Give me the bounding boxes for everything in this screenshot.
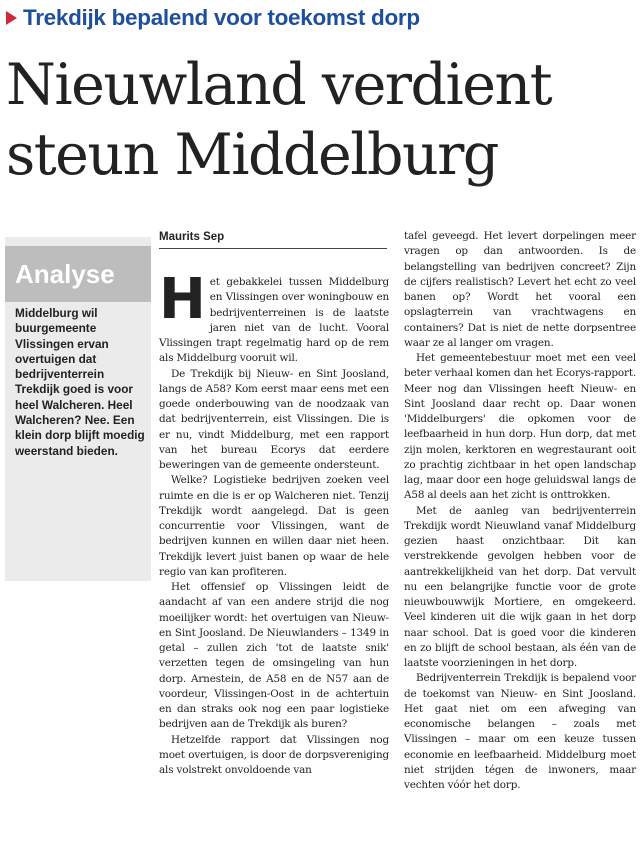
triangle-marker-icon	[6, 11, 17, 25]
kicker-line	[6, 3, 636, 33]
headline: Nieuwland verdient steun Middelburg	[6, 52, 552, 188]
byline: Maurits Sep	[159, 229, 387, 249]
analysis-sidebar	[5, 237, 151, 581]
intro-text: Middelburg wil buurgemeente Vlissingen ervan overtuigen dat bedrijventerrein Trekdijk goed is voor heel Walcheren. Heel Walcheren? Nee. Een klein dorp blijft moedig weerstand bieden.	[15, 306, 145, 458]
article-column-1	[159, 267, 389, 778]
kicker: Trekdijk bepalend voor toekomst dorp	[23, 5, 420, 30]
paragraph: Met de aanleg van bedrijventerrein Trekdijk wordt Nieuwland vanaf Middelburg gezien haast onzichtbaar. Dit kan verstrekkende gevolgen hebben voor de aantrekkelijkheid van het dorp. Dat vervult nu een belangrijke functie voor de grote nieuwbouwwijk Mortiere, en omgekeerd. Veel kinderen uit die wijk gaan in het dorp naar school. Dat is goed voor die kinderen en zo blijft de school bestaan, als één van de laatste voorzieningen in het dorp.	[404, 504, 636, 669]
article-column-2	[404, 229, 636, 793]
paragraph: tafel geveegd. Het levert dorpelingen meer vragen op dan antwoorden. Is de belangstelling van bedrijven concreet? Zijn de cijfers realistisch? Levert het echt zo veel banen op? Wordt het vooral een opslagterrein van vrachtwagens en containers? Dat is niet de nette dorpsentree waar ze al langer om vragen.	[404, 230, 636, 349]
drop-cap: H	[159, 267, 206, 332]
paragraph: Bedrijventerrein Trekdijk is bepalend voor de toekomst van Nieuw- en Sint Joosland. Het gaat niet om een afweging van economische belangen – zoals met Vlissingen – maar om een keuze tussen economie en leefbaarheid. Middelburg moet niet strijden tégen de inwoners, maar vechten vóór het dorp.	[404, 672, 636, 791]
paragraph: De Trekdijk bij Nieuw- en Sint Joosland, langs de A58? Kom eerst maar eens met een goede onderbouwing van de noodzaak van dat bedrijventerrein, eist Vlissingen. Die is er nu, vindt Middelburg, met een rapport van het bureau Ecorys dat eerdere beweringen van de gemeente ondersteunt.	[159, 367, 389, 471]
paragraph: Het offensief op Vlissingen leidt de aandacht af van een andere strijd die nog moeilijker wordt: het overtuigen van Nieuw- en Sint Joosland. De Nieuwlanders – 1349 in getal – zullen zich 'tot de laatste snik' verzetten tegen de omsingeling van hun dorp. Arnestein, de A58 en de N57 aan de voordeur, Vlissingen-Oost in de achtertuin en dan straks ook nog een paar logistieke bedrijven aan de Trekdijk als buren?	[159, 581, 389, 731]
paragraph: Welke? Logistieke bedrijven zoeken veel ruimte en die is er op Walcheren niet. Tenzij Trekdijk wordt aangelegd. Dat is geen concurrentie voor Vlissingen, want de bedrijven kunnen en willen daar niet heen. Trekdijk levert juist banen op waar de hele regio van kan profiteren.	[159, 474, 389, 578]
paragraph: Het gemeentebestuur moet met een veel beter verhaal komen dan het Ecorys-rapport. Meer nog dan Vlissingen heeft Nieuw- en Sint Joosland daar recht op. Daar wonen 'Middelburgers' die opkomen voor de leefbaarheid in hun dorp. Hun dorp, dat met zijn molen, kerktoren en wegrestaurant ooit zo prachtig zichtbaar in het open landschap lag, maar door een hoge geluidswal langs de A58 al deels aan het zicht is onttrokken.	[404, 352, 636, 502]
paragraph: Hetzelfde rapport dat Vlissingen nog moet overtuigen, is door de dorpsvereniging als volstrekt onvoldoende van	[159, 733, 389, 776]
section-label: Analyse	[5, 246, 151, 302]
paragraph: Het gebakkelei tussen Middelburg en Vlissingen over woningbouw en bedrijventerreinen is de laatste jaren niet van de lucht. Vooral Vlissingen trapt regelmatig hard op de rem als Middelburg vooruit wil.	[159, 267, 389, 365]
